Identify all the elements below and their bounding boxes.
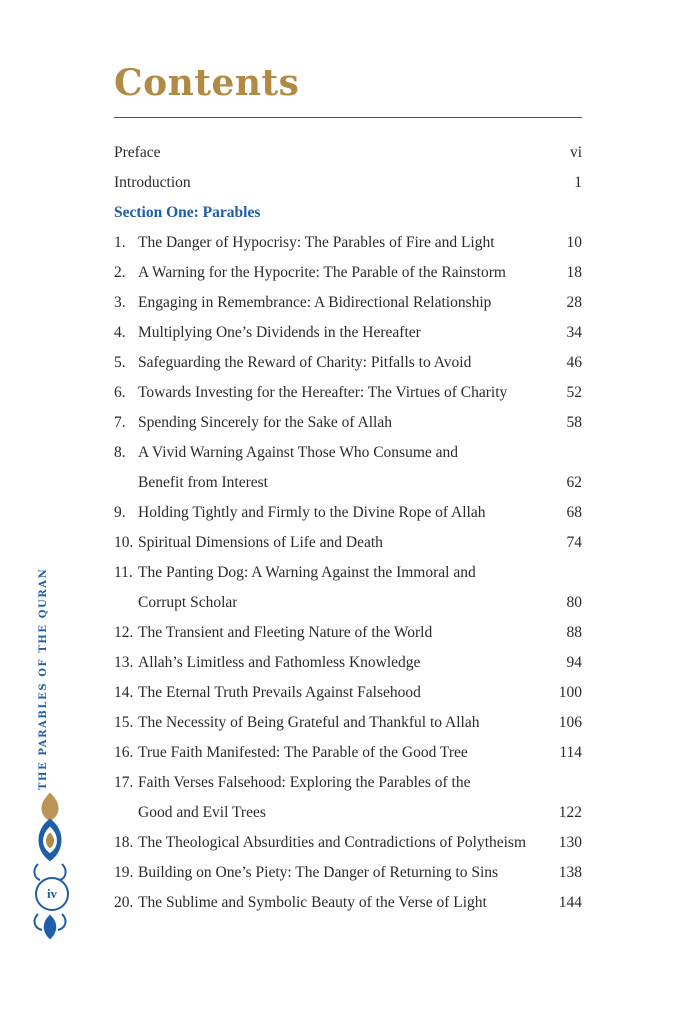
toc-entry[interactable] — [114, 498, 582, 528]
page-number: iv — [35, 877, 69, 911]
toc-entry-page: 80 — [566, 594, 582, 611]
toc-entry-number: 13. — [114, 654, 134, 671]
toc-entry-title: Allah’s Limitless and Fathomless Knowledge — [138, 654, 421, 671]
toc-entry-title: Benefit from Interest — [138, 474, 268, 491]
toc-entry[interactable] — [114, 858, 582, 888]
toc-entry[interactable] — [114, 438, 582, 468]
toc-entry-number: 19. — [114, 864, 134, 881]
toc-label: Introduction — [114, 174, 191, 191]
toc-entry[interactable] — [114, 528, 582, 558]
toc-entry-page: 28 — [566, 294, 582, 311]
toc-entry[interactable] — [114, 468, 582, 498]
toc-entry-number: 8. — [114, 444, 126, 461]
table-of-contents — [114, 138, 582, 918]
toc-entry[interactable] — [114, 678, 582, 708]
toc-entry-number: 5. — [114, 354, 126, 371]
toc-entry[interactable] — [114, 378, 582, 408]
toc-entry[interactable] — [114, 318, 582, 348]
toc-entry-page: 10 — [566, 234, 582, 251]
toc-entry-page: 100 — [558, 684, 582, 701]
toc-entry-title: Safeguarding the Reward of Charity: Pitfalls to Avoid — [138, 354, 472, 371]
toc-entry-number: 16. — [114, 744, 134, 761]
toc-entry-number: 2. — [114, 264, 126, 281]
toc-entry[interactable] — [114, 588, 582, 618]
toc-entry-number: 14. — [114, 684, 134, 701]
toc-page: vi — [569, 144, 582, 161]
book-title-vertical: THE PARABLES OF THE QURAN — [38, 567, 49, 790]
toc-entry[interactable] — [114, 828, 582, 858]
toc-entry-title: The Necessity of Being Grateful and Thankful to Allah — [138, 714, 480, 731]
title-divider — [114, 117, 582, 118]
toc-entries — [114, 228, 582, 918]
toc-entry-title: The Eternal Truth Prevails Against Falsehood — [138, 684, 421, 701]
toc-entry-title: Towards Investing for the Hereafter: The Virtues of Charity — [138, 384, 508, 401]
toc-entry-number: 1. — [114, 234, 126, 251]
toc-introduction[interactable] — [114, 168, 582, 198]
toc-entry-number: 10. — [114, 534, 134, 551]
toc-entry-page: 18 — [566, 264, 582, 281]
toc-entry-page: 62 — [566, 474, 582, 491]
toc-entry-page: 46 — [566, 354, 582, 371]
toc-entry-title: Multiplying One’s Dividends in the Hereafter — [138, 324, 421, 341]
toc-entry[interactable] — [114, 558, 582, 588]
toc-entry-title: Spending Sincerely for the Sake of Allah — [138, 414, 392, 431]
toc-entry[interactable] — [114, 648, 582, 678]
toc-entry-page: 130 — [558, 834, 582, 851]
toc-entry[interactable] — [114, 708, 582, 738]
toc-entry-number: 11. — [114, 564, 133, 581]
ornament-icon — [30, 790, 70, 940]
toc-entry-number: 18. — [114, 834, 134, 851]
toc-entry-title: Spiritual Dimensions of Life and Death — [138, 534, 383, 551]
toc-entry-number: 3. — [114, 294, 126, 311]
toc-entry-number: 17. — [114, 774, 134, 791]
toc-entry-number: 9. — [114, 504, 126, 521]
toc-entry[interactable] — [114, 348, 582, 378]
toc-entry-page: 138 — [558, 864, 582, 881]
toc-entry-title: True Faith Manifested: The Parable of the Good Tree — [138, 744, 468, 761]
toc-entry[interactable] — [114, 738, 582, 768]
toc-entry-title: Corrupt Scholar — [138, 594, 238, 611]
toc-entry-page: 58 — [566, 414, 582, 431]
toc-entry[interactable] — [114, 408, 582, 438]
toc-entry-title: The Theological Absurdities and Contradictions of Polytheism — [138, 834, 527, 851]
toc-entry-page: 34 — [566, 324, 582, 341]
toc-entry[interactable] — [114, 798, 582, 828]
toc-entry-title: The Panting Dog: A Warning Against the Immoral and — [138, 564, 476, 581]
toc-entry-number: 15. — [114, 714, 134, 731]
toc-entry-number: 12. — [114, 624, 134, 641]
toc-entry-number: 20. — [114, 894, 134, 911]
toc-entry-title: The Danger of Hypocrisy: The Parables of Fire and Light — [138, 234, 495, 251]
toc-entry[interactable] — [114, 888, 582, 918]
toc-entry[interactable] — [114, 228, 582, 258]
toc-entry-title: The Sublime and Symbolic Beauty of the Verse of Light — [138, 894, 487, 911]
toc-entry-page: 52 — [566, 384, 582, 401]
toc-entry-page: 114 — [559, 744, 582, 761]
toc-entry-number: 7. — [114, 414, 126, 431]
toc-entry-page: 106 — [558, 714, 582, 731]
toc-entry-title: Engaging in Remembrance: A Bidirectional Relationship — [138, 294, 492, 311]
toc-entry[interactable] — [114, 768, 582, 798]
page-title: Contents — [114, 62, 300, 104]
toc-entry[interactable] — [114, 258, 582, 288]
toc-entry-page: 94 — [566, 654, 582, 671]
toc-entry-page: 88 — [566, 624, 582, 641]
toc-entry-page: 74 — [566, 534, 582, 551]
section-heading: Section One: Parables — [114, 204, 261, 221]
toc-entry-page: 144 — [558, 894, 582, 911]
toc-entry-title: Good and Evil Trees — [138, 804, 266, 821]
toc-entry-title: Building on One’s Piety: The Danger of Returning to Sins — [138, 864, 499, 881]
toc-entry-number: 6. — [114, 384, 126, 401]
toc-entry-title: A Vivid Warning Against Those Who Consume and — [138, 444, 459, 461]
toc-entry-title: The Transient and Fleeting Nature of the World — [138, 624, 433, 641]
toc-entry-title: Faith Verses Falsehood: Exploring the Parables of the — [138, 774, 471, 791]
toc-entry-number: 4. — [114, 324, 126, 341]
toc-label: Preface — [114, 144, 161, 161]
toc-preface[interactable] — [114, 138, 582, 168]
toc-entry-page: 68 — [566, 504, 582, 521]
toc-entry[interactable] — [114, 288, 582, 318]
toc-entry[interactable] — [114, 618, 582, 648]
toc-entry-title: A Warning for the Hypocrite: The Parable of the Rainstorm — [138, 264, 506, 281]
toc-entry-title: Holding Tightly and Firmly to the Divine Rope of Allah — [138, 504, 486, 521]
toc-page: 1 — [574, 174, 582, 191]
toc-entry-page: 122 — [558, 804, 582, 821]
